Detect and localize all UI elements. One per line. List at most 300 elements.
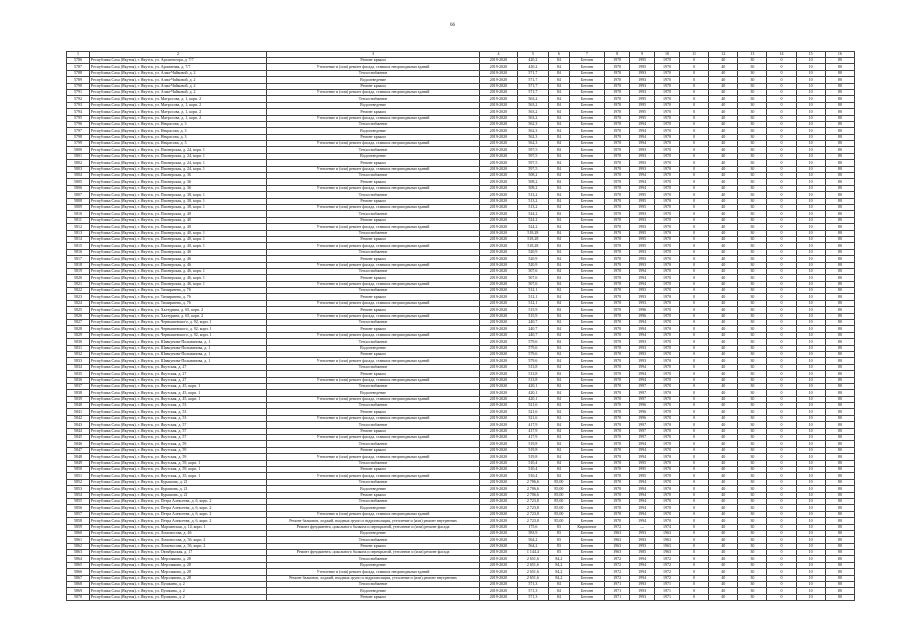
cell-c13: 30 <box>738 307 767 313</box>
address-prefix: Республика Саха (Якутия), г. Якутск, ул. <box>90 287 161 293</box>
cell-s: 524,2 <box>517 211 548 217</box>
cell-y2: 1997 <box>630 422 655 428</box>
cell-y1: 1970 <box>605 358 630 364</box>
cell-c15: 10 <box>796 422 825 428</box>
cell-n: 5845 <box>67 435 90 441</box>
cell-w: Ремонт крыши <box>266 83 479 89</box>
cell-c11: 0 <box>680 83 709 89</box>
cell-c14: 0 <box>767 390 796 396</box>
cell-m: Бетонн <box>569 339 604 345</box>
cell-c13: 30 <box>738 594 767 600</box>
cell-y2: 1993 <box>630 582 655 588</box>
cell-y2: 1994 <box>630 121 655 127</box>
cell-c14: 0 <box>767 224 796 230</box>
cell-m: Бетонн <box>569 268 604 274</box>
cell-n: 5808 <box>67 198 90 204</box>
cell-c15: 10 <box>796 173 825 179</box>
cell-n: 5851 <box>67 473 90 479</box>
cell-p: 2019-2020 <box>480 447 517 453</box>
address-prefix: Республика Саха (Якутия), г. Якутск, ул. <box>90 178 161 184</box>
cell-k: 84 <box>548 153 569 159</box>
cell-c15: 10 <box>796 185 825 191</box>
cell-c11: 0 <box>680 351 709 357</box>
cell-c15: 10 <box>796 128 825 134</box>
cell-y3: 1970 <box>655 224 680 230</box>
address-street: Октябрьская, д. 17 <box>160 549 193 555</box>
cell-c11: 0 <box>680 569 709 575</box>
cell-c16: 80 <box>825 268 854 274</box>
cell-c15: 10 <box>796 377 825 383</box>
cell-c14: 0 <box>767 249 796 255</box>
address-prefix: Республика Саха (Якутия), г. Якутск, ул. <box>90 230 161 235</box>
cell-m: Бетонн <box>569 473 604 479</box>
cell-p: 2019-2020 <box>480 141 517 147</box>
cell-k: 84 <box>548 332 569 338</box>
address-prefix: Республика Саха (Якутия), г. Якутск, ул. <box>90 466 161 472</box>
cell-c13: 30 <box>738 530 767 536</box>
cell-y2: 1996 <box>630 409 655 415</box>
cell-p: 2019-2020 <box>480 262 517 268</box>
cell-k: 84 <box>548 141 569 147</box>
cell-y3: 1970 <box>655 492 680 498</box>
cell-y3: 1970 <box>655 236 680 242</box>
cell-c12: 40 <box>709 77 738 83</box>
address-prefix: Республика Саха (Якутия), г. Якутск, ул. <box>90 115 161 120</box>
cell-c12: 40 <box>709 524 738 530</box>
cell-c12: 40 <box>709 537 738 543</box>
address-prefix: Республика Саха (Якутия), г. Якутск, ул. <box>90 555 161 561</box>
address-prefix: Республика Саха (Якутия), г. Якутск, ул. <box>90 383 161 389</box>
cell-y2: 1994 <box>630 179 655 185</box>
cell-n: 5838 <box>67 390 90 396</box>
cell-w: Ремонт балконов, лоджий, входных групп и гидроизоляция, утепление и (или) ремонт внутренних <box>266 575 479 581</box>
cell-c14: 0 <box>767 204 796 210</box>
cell-y2: 1994 <box>630 281 655 287</box>
cell-y2: 1994 <box>630 268 655 274</box>
address-prefix: Республика Саха (Якутия), г. Якутск, ул. <box>90 517 161 523</box>
cell-y1: 1972 <box>605 562 630 568</box>
address-street: Петра Алексеева, д. 6, корп. 2 <box>160 504 212 510</box>
cell-y2: 1995 <box>630 473 655 479</box>
cell-y1: 1970 <box>605 147 630 153</box>
cell-p: 2019-2020 <box>480 320 517 326</box>
cell-k: 84 <box>548 383 569 389</box>
cell-s: 513,8 <box>517 364 548 370</box>
cell-c16: 80 <box>825 320 854 326</box>
cell-k: 84 <box>548 294 569 300</box>
cell-y2: 1994 <box>630 518 655 524</box>
cell-c14: 0 <box>767 307 796 313</box>
address-street: Пионерская, д. 40 <box>160 210 191 216</box>
cell-y2: 1993 <box>630 358 655 364</box>
cell-n: 5837 <box>67 383 90 389</box>
cell-p: 2019-2020 <box>480 109 517 115</box>
cell-s: 518,28 <box>517 236 548 242</box>
cell-p: 2019-2020 <box>480 243 517 249</box>
cell-c11: 0 <box>680 249 709 255</box>
cell-c11: 0 <box>680 268 709 274</box>
cell-n: 5811 <box>67 217 90 223</box>
cell-s: 579,6 <box>517 339 548 345</box>
cell-s: 2 706,6 <box>517 486 548 492</box>
cell-w: Теплоснабжение <box>266 320 479 326</box>
cell-c12: 40 <box>709 556 738 562</box>
cell-m: Бетонн <box>569 294 604 300</box>
cell-y1: 1970 <box>605 422 630 428</box>
cell-c16: 80 <box>825 473 854 479</box>
cell-m: Бетонн <box>569 345 604 351</box>
cell-c16: 80 <box>825 230 854 236</box>
cell-c14: 0 <box>767 115 796 121</box>
cell-c12: 40 <box>709 518 738 524</box>
cell-n: 5833 <box>67 358 90 364</box>
cell-s: 507,6 <box>517 281 548 287</box>
cell-c13: 30 <box>738 332 767 338</box>
cell-c13: 30 <box>738 211 767 217</box>
cell-k: 84 <box>548 185 569 191</box>
cell-k: 84 <box>548 236 569 242</box>
address-prefix: Республика Саха (Якутия), г. Якутск, ул. <box>90 102 161 108</box>
cell-w: Водоотведение <box>266 390 479 396</box>
cell-w: Теплоснабжение <box>266 498 479 504</box>
cell-k: 84 <box>548 409 569 415</box>
cell-c12: 40 <box>709 505 738 511</box>
cell-c15: 10 <box>796 89 825 95</box>
address-prefix: Республика Саха (Якутия), г. Якутск, ул. <box>90 242 161 248</box>
cell-k: 85,00 <box>548 505 569 511</box>
cell-w: Ремонт крыши <box>266 179 479 185</box>
cell-c15: 10 <box>796 313 825 319</box>
cell-p: 2019-2020 <box>480 249 517 255</box>
cell-c11: 0 <box>680 383 709 389</box>
cell-p: 2019-2020 <box>480 403 517 409</box>
cell-c12: 40 <box>709 185 738 191</box>
cell-k: 84 <box>548 121 569 127</box>
cell-y1: 1972 <box>605 575 630 581</box>
cell-m: Бетонн <box>569 109 604 115</box>
cell-c13: 30 <box>738 77 767 83</box>
cell-y2: 1995 <box>630 109 655 115</box>
cell-c11: 0 <box>680 313 709 319</box>
cell-c14: 0 <box>767 160 796 166</box>
cell-c14: 0 <box>767 230 796 236</box>
cell-c13: 30 <box>738 588 767 594</box>
cell-m: Бетонн <box>569 428 604 434</box>
column-header: 1 <box>67 52 90 58</box>
cell-c11: 0 <box>680 473 709 479</box>
cell-s: 513,8 <box>517 371 548 377</box>
address-prefix: Республика Саха (Якутия), г. Якутск, ул. <box>90 351 161 357</box>
cell-c13: 30 <box>738 198 767 204</box>
cell-k: 84 <box>548 173 569 179</box>
cell-c11: 0 <box>680 454 709 460</box>
cell-y3: 1970 <box>655 447 680 453</box>
cell-n: 5826 <box>67 313 90 319</box>
cell-c13: 30 <box>738 300 767 306</box>
cell-c15: 10 <box>796 505 825 511</box>
cell-y3: 1970 <box>655 70 680 76</box>
cell-c15: 10 <box>796 256 825 262</box>
cell-c14: 0 <box>767 185 796 191</box>
address-prefix: Республика Саха (Якутия), г. Якутск, ул. <box>90 370 161 376</box>
cell-s: 571,3 <box>517 594 548 600</box>
address-prefix: Республика Саха (Якутия), г. Якутск, ул. <box>90 549 161 555</box>
address-prefix: Республика Саха (Якутия), г. Якутск, ул. <box>90 447 161 453</box>
cell-n: 5841 <box>67 409 90 415</box>
cell-s: 513,8 <box>517 377 548 383</box>
cell-y1: 1970 <box>605 198 630 204</box>
cell-w: Ремонт крыши <box>266 409 479 415</box>
cell-y1: 1970 <box>605 479 630 485</box>
cell-c15: 10 <box>796 371 825 377</box>
cell-p: 2019-2020 <box>480 153 517 159</box>
cell-c11: 0 <box>680 479 709 485</box>
cell-p: 2019-2020 <box>480 192 517 198</box>
cell-c14: 0 <box>767 243 796 249</box>
cell-c15: 10 <box>796 415 825 421</box>
cell-c11: 0 <box>680 390 709 396</box>
cell-m: Бетонн <box>569 390 604 396</box>
cell-y3: 1970 <box>655 332 680 338</box>
cell-c15: 10 <box>796 147 825 153</box>
cell-y1: 1970 <box>605 160 630 166</box>
cell-c12: 40 <box>709 435 738 441</box>
cell-s: 597,5 <box>517 153 548 159</box>
cell-p: 2019-2020 <box>480 173 517 179</box>
cell-p: 2019-2020 <box>480 556 517 562</box>
cell-m: Бетонн <box>569 460 604 466</box>
cell-s: 2 706,6 <box>517 479 548 485</box>
cell-y2: 1993 <box>630 160 655 166</box>
cell-c12: 40 <box>709 102 738 108</box>
address-street: Шавкунова-Полыванова, д. 1 <box>160 338 211 344</box>
cell-m: Бетонн <box>569 121 604 127</box>
cell-c12: 40 <box>709 441 738 447</box>
column-header: 3 <box>266 52 479 58</box>
cell-c16: 80 <box>825 594 854 600</box>
cell-w: Утепление и (или) ремонт фасада, ставших непригодными зданий <box>266 115 479 121</box>
cell-y2: 1994 <box>630 486 655 492</box>
cell-k: 84 <box>548 70 569 76</box>
cell-c11: 0 <box>680 524 709 530</box>
cell-w: Утепление и (или) ремонт фасада, ставших непригодными зданий <box>266 166 479 172</box>
cell-s: 512,1 <box>517 294 548 300</box>
address-prefix: Республика Саха (Якутия), г. Якутск, ул. <box>90 594 161 600</box>
cell-m: Бетонн <box>569 582 604 588</box>
cell-y3: 1970 <box>655 288 680 294</box>
cell-c12: 40 <box>709 473 738 479</box>
cell-y1: 1970 <box>605 128 630 134</box>
cell-p: 2019-2020 <box>480 460 517 466</box>
cell-c11: 0 <box>680 441 709 447</box>
address-cell <box>89 594 266 600</box>
cell-c16: 80 <box>825 70 854 76</box>
cell-y3: 1970 <box>655 134 680 140</box>
cell-y2: 1994 <box>630 498 655 504</box>
cell-c15: 10 <box>796 307 825 313</box>
cell-p: 2019-2020 <box>480 511 517 517</box>
cell-y1: 1972 <box>605 524 630 530</box>
cell-c15: 10 <box>796 211 825 217</box>
cell-n: 5859 <box>67 524 90 530</box>
cell-k: 84 <box>548 192 569 198</box>
cell-n: 5820 <box>67 275 90 281</box>
cell-c12: 40 <box>709 332 738 338</box>
cell-s: 508,2 <box>517 185 548 191</box>
cell-w: Утепление и (или) ремонт фасада, ставших непригодными зданий <box>266 313 479 319</box>
cell-w: Ремонт крыши <box>266 256 479 262</box>
cell-y3: 1970 <box>655 358 680 364</box>
cell-y1: 1971 <box>605 594 630 600</box>
cell-s: 563,2 <box>517 96 548 102</box>
address-prefix: Республика Саха (Якутия), г. Якутск, ул. <box>90 159 161 165</box>
cell-m: Бетонн <box>569 537 604 543</box>
cell-p: 2019-2020 <box>480 166 517 172</box>
cell-y2: 1996 <box>630 313 655 319</box>
cell-p: 2019-2020 <box>480 377 517 383</box>
cell-c15: 10 <box>796 121 825 127</box>
cell-c15: 10 <box>796 498 825 504</box>
cell-c13: 30 <box>738 224 767 230</box>
address-street: Алма-Чайковой, д. 2 <box>160 83 196 88</box>
cell-w: Водоотведение <box>266 128 479 134</box>
cell-c15: 10 <box>796 383 825 389</box>
cell-y3: 1970 <box>655 147 680 153</box>
cell-w: Теплоснабжение <box>266 422 479 428</box>
cell-c15: 10 <box>796 511 825 517</box>
cell-c12: 40 <box>709 236 738 242</box>
cell-m: Бетонн <box>569 64 604 70</box>
cell-p: 2019-2020 <box>480 160 517 166</box>
cell-k: 84 <box>548 467 569 473</box>
cell-p: 2019-2020 <box>480 358 517 364</box>
cell-w: Теплоснабжение <box>266 537 479 543</box>
cell-c15: 10 <box>796 543 825 549</box>
cell-n: 5801 <box>67 153 90 159</box>
cell-c15: 10 <box>796 588 825 594</box>
cell-n: 5852 <box>67 479 90 485</box>
cell-m: Бетонн <box>569 479 604 485</box>
cell-c13: 30 <box>738 460 767 466</box>
cell-k: 84 <box>548 160 569 166</box>
cell-w: Теплоснабжение <box>266 364 479 370</box>
cell-c13: 30 <box>738 115 767 121</box>
address-prefix: Республика Саха (Якутия), г. Якутск, ул. <box>90 587 161 593</box>
cell-c16: 80 <box>825 89 854 95</box>
cell-s: 521,6 <box>517 409 548 415</box>
cell-c15: 10 <box>796 77 825 83</box>
cell-c11: 0 <box>680 192 709 198</box>
cell-n: 5868 <box>67 582 90 588</box>
cell-k: 84 <box>548 422 569 428</box>
cell-y2: 1995 <box>630 58 655 64</box>
address-prefix: Республика Саха (Якутия), г. Якутск, ул. <box>90 255 161 261</box>
cell-p: 2019-2020 <box>480 575 517 581</box>
cell-y1: 1970 <box>605 96 630 102</box>
cell-y3: 1970 <box>655 230 680 236</box>
address-street: Шавкунова-Полыванова, д. 1 <box>160 351 211 357</box>
cell-n: 5810 <box>67 211 90 217</box>
cell-k: 84 <box>548 435 569 441</box>
address-prefix: Республика Саха (Якутия), г. Якутск, ул. <box>90 511 161 517</box>
address-prefix: Республика Саха (Якутия), г. Якутск, ул. <box>90 485 161 491</box>
cell-c14: 0 <box>767 447 796 453</box>
cell-y1: 1970 <box>605 89 630 95</box>
address-street: Пионерская, д. 46 <box>160 262 191 267</box>
cell-n: 5798 <box>67 134 90 140</box>
cell-y1: 1970 <box>605 396 630 402</box>
cell-c13: 30 <box>738 89 767 95</box>
cell-y1: 1970 <box>605 447 630 453</box>
cell-y3: 1972 <box>655 562 680 568</box>
cell-k: 84 <box>548 460 569 466</box>
cell-p: 2019-2020 <box>480 441 517 447</box>
cell-c12: 40 <box>709 307 738 313</box>
address-street: Пионерская, д. 46, корп. 1 <box>160 274 205 280</box>
cell-c11: 0 <box>680 358 709 364</box>
address-prefix: Республика Саха (Якутия), г. Якутск, ул. <box>90 479 161 485</box>
address-street: Пионерская, д. 40 <box>160 217 191 223</box>
cell-c15: 10 <box>796 409 825 415</box>
address-prefix: Республика Саха (Якутия), г. Якутск, ул. <box>90 428 161 434</box>
column-header: 11 <box>680 52 709 58</box>
cell-y1: 1970 <box>605 83 630 89</box>
cell-y2: 1994 <box>630 505 655 511</box>
address-street: Пионерская, д. 40, корп. 1 <box>160 236 205 242</box>
address-street: Шавкунова-Полыванова, д. 1 <box>160 345 211 350</box>
cell-c12: 40 <box>709 339 738 345</box>
cell-c11: 0 <box>680 364 709 370</box>
address-prefix: Республика Саха (Якутия), г. Якутск, ул. <box>90 575 161 581</box>
address-prefix: Республика Саха (Якутия), г. Якутск, ул. <box>90 198 161 203</box>
cell-n: 5815 <box>67 243 90 249</box>
cell-m: Бетонн <box>569 281 604 287</box>
cell-c12: 40 <box>709 320 738 326</box>
cell-c14: 0 <box>767 556 796 562</box>
cell-c12: 40 <box>709 160 738 166</box>
cell-c11: 0 <box>680 275 709 281</box>
address-prefix: Республика Саха (Якутия), г. Якутск, ул. <box>90 492 161 497</box>
cell-k: 84 <box>548 364 569 370</box>
address-street: Якутская, д. 57 <box>160 421 187 427</box>
cell-y1: 1970 <box>605 435 630 441</box>
cell-p: 2019-2020 <box>480 64 517 70</box>
address-prefix: Республика Саха (Якутия), г. Якутск, ул. <box>90 504 161 510</box>
cell-m: Бетонн <box>569 594 604 600</box>
cell-c15: 10 <box>796 492 825 498</box>
cell-c12: 40 <box>709 141 738 147</box>
address-prefix: Республика Саха (Якутия), г. Якутск, ул. <box>90 364 161 370</box>
cell-y3: 1971 <box>655 582 680 588</box>
cell-y3: 1970 <box>655 173 680 179</box>
cell-w: Теплоснабжение <box>266 147 479 153</box>
cell-y1: 1970 <box>605 204 630 210</box>
cell-s: 519,8 <box>517 447 548 453</box>
cell-c12: 40 <box>709 371 738 377</box>
cell-c13: 30 <box>738 383 767 389</box>
cell-y3: 1970 <box>655 262 680 268</box>
cell-c14: 0 <box>767 550 796 556</box>
cell-n: 5842 <box>67 415 90 421</box>
cell-y2: 1994 <box>630 141 655 147</box>
cell-c12: 40 <box>709 134 738 140</box>
cell-c13: 30 <box>738 518 767 524</box>
cell-c14: 0 <box>767 454 796 460</box>
cell-c16: 80 <box>825 262 854 268</box>
cell-y2: 1994 <box>630 364 655 370</box>
address-street: Матросова, д. 1, корп. 2 <box>160 108 202 114</box>
table-row <box>67 594 855 600</box>
